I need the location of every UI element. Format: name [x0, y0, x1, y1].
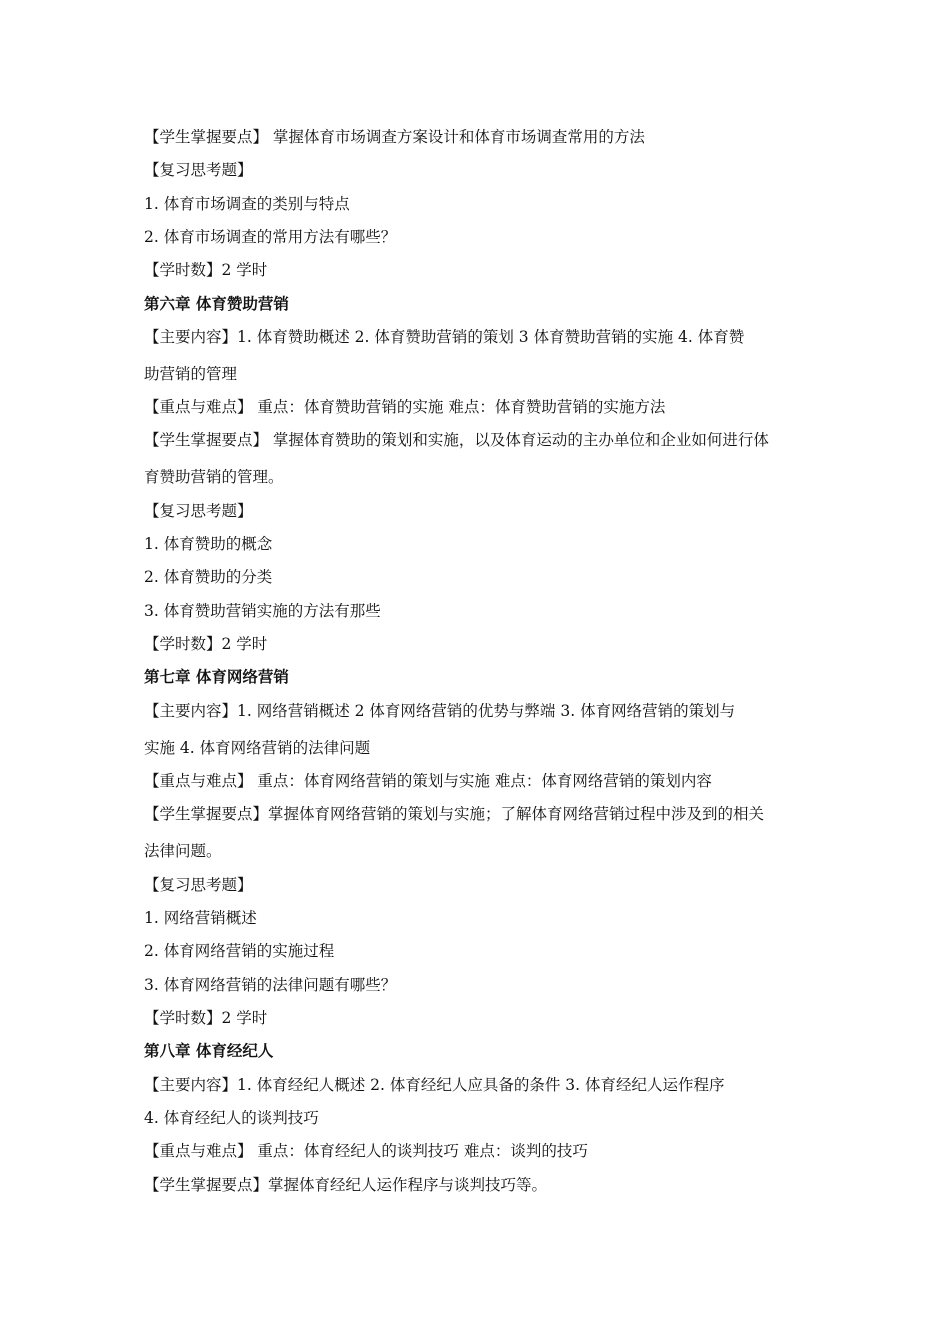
- review-questions-heading: 【复习思考题】: [144, 502, 253, 520]
- review-question-item: 2. 体育市场调查的常用方法有哪些？: [144, 228, 397, 246]
- main-content-ch6: 【主要内容】1. 体育赞助概述 2. 体育赞助营销的策划 3 体育赞助营销的实施 4. 体育赞: [144, 328, 745, 346]
- main-content-ch8: 【主要内容】1. 体育经纪人概述 2. 体育经纪人应具备的条件 3. 体育经纪人运作程序: [144, 1076, 725, 1094]
- mastery-points-ch6: 【学生掌握要点】 掌握体育赞助的策划和实施，以及体育运动的主办单位和企业如何进行体: [144, 431, 769, 449]
- review-question-item: 1. 体育市场调查的类别与特点: [144, 195, 350, 213]
- chapter-7-title: 第七章 体育网络营销: [144, 668, 289, 686]
- class-hours: 【学时数】2 学时: [144, 1009, 268, 1027]
- review-question-item: 2. 体育网络营销的实施过程: [144, 942, 335, 960]
- key-points-ch7: 【重点与难点】 重点：体育网络营销的策划与实施 难点：体育网络营销的策划内容: [144, 772, 712, 790]
- key-points-ch8: 【重点与难点】 重点：体育经纪人的谈判技巧 难点：谈判的技巧: [144, 1142, 588, 1160]
- main-content-ch6-cont: 助营销的管理: [144, 365, 238, 383]
- review-questions-heading: 【复习思考题】: [144, 876, 253, 894]
- mastery-points-ch7-cont: 法律问题。: [144, 842, 222, 860]
- review-question-item: 3. 体育赞助营销实施的方法有那些: [144, 602, 381, 620]
- main-content-ch8-cont: 4. 体育经纪人的谈判技巧: [144, 1109, 319, 1127]
- chapter-6-title: 第六章 体育赞助营销: [144, 295, 289, 313]
- review-questions-heading: 【复习思考题】: [144, 161, 253, 179]
- mastery-points-ch8: 【学生掌握要点】掌握体育经纪人运作程序与谈判技巧等。: [144, 1176, 548, 1194]
- mastery-points-ch6-cont: 育赞助营销的管理。: [144, 468, 284, 486]
- mastery-points-ch5: 【学生掌握要点】 掌握体育市场调查方案设计和体育市场调查常用的方法: [144, 128, 645, 146]
- key-points-ch6: 【重点与难点】 重点：体育赞助营销的实施 难点：体育赞助营销的实施方法: [144, 398, 666, 416]
- review-question-item: 1. 体育赞助的概念: [144, 535, 273, 553]
- main-content-ch7-cont: 实施 4. 体育网络营销的法律问题: [144, 739, 371, 757]
- main-content-ch7: 【主要内容】1. 网络营销概述 2 体育网络营销的优势与弊端 3. 体育网络营销的策划与: [144, 702, 736, 720]
- chapter-8-title: 第八章 体育经纪人: [144, 1042, 274, 1060]
- review-question-item: 1. 网络营销概述: [144, 909, 257, 927]
- review-question-item: 3. 体育网络营销的法律问题有哪些？: [144, 976, 397, 994]
- class-hours: 【学时数】2 学时: [144, 635, 268, 653]
- class-hours: 【学时数】2 学时: [144, 261, 268, 279]
- review-question-item: 2. 体育赞助的分类: [144, 568, 273, 586]
- mastery-points-ch7: 【学生掌握要点】掌握体育网络营销的策划与实施；了解体育网络营销过程中涉及到的相关: [144, 805, 765, 823]
